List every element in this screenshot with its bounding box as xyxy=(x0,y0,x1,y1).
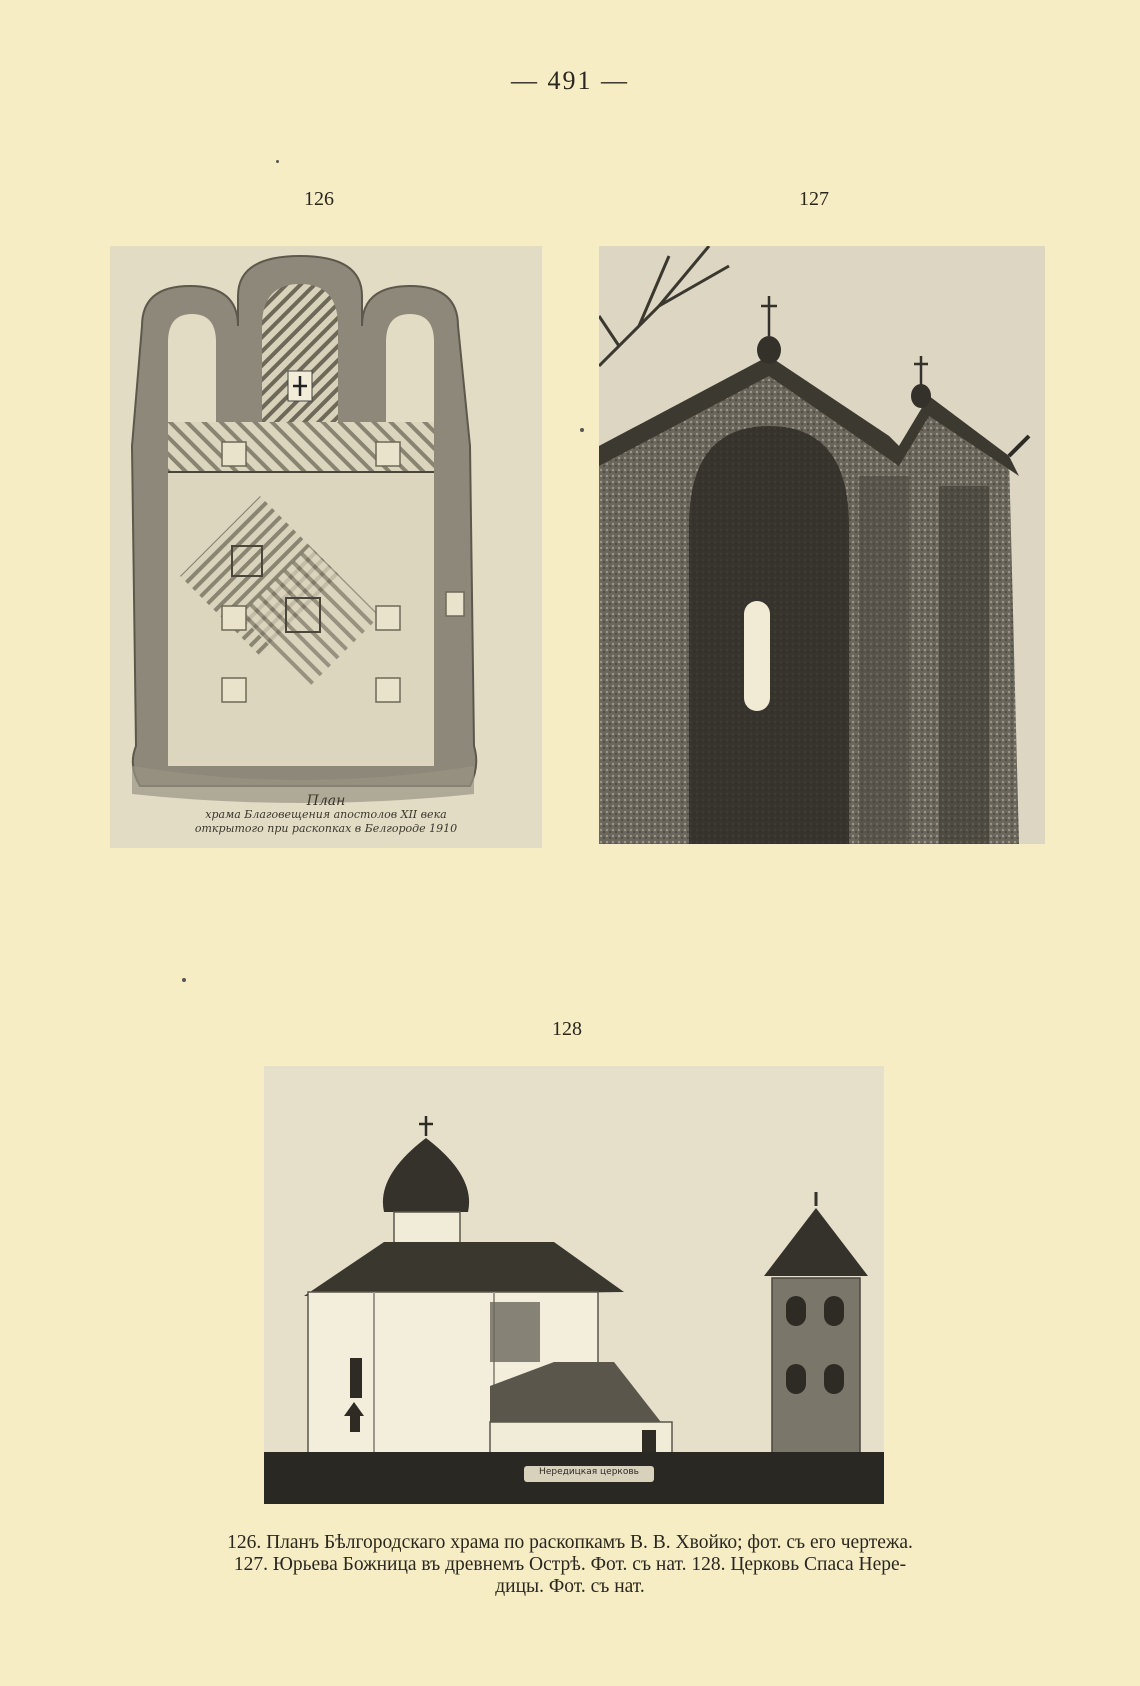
nereditsa-church-photo xyxy=(264,1066,884,1504)
print-speck xyxy=(276,160,279,163)
yuryeva-bozhnitsa-photo xyxy=(599,246,1045,844)
caption-line-1: 126. Планъ Бѣлгородскаго храма по раскопкамъ В. В. Хвойко; фот. съ его чертежа. xyxy=(227,1532,913,1553)
caption-line-3: дицы. Фот. съ нат. xyxy=(495,1576,645,1597)
church-plan-drawing xyxy=(110,246,542,848)
figure-caption xyxy=(110,1532,1030,1598)
figure-number-127: 127 xyxy=(799,188,829,210)
print-speck xyxy=(182,978,186,982)
print-speck xyxy=(580,428,584,432)
plan-inscription: План храма Благовещения апостолов XII века открытого при раскопках в Белгороде 1910 xyxy=(194,793,458,835)
church-sign: Нередицкая церковь xyxy=(539,1467,639,1477)
caption-line-2: 127. Юрьева Божница въ древнемъ Острѣ. Фот. съ нат. 128. Церковь Спаса Нере- xyxy=(233,1554,907,1575)
figure-number-128: 128 xyxy=(552,1018,582,1040)
page-number: — 491 — xyxy=(511,66,629,95)
figure-number-126: 126 xyxy=(304,188,334,210)
